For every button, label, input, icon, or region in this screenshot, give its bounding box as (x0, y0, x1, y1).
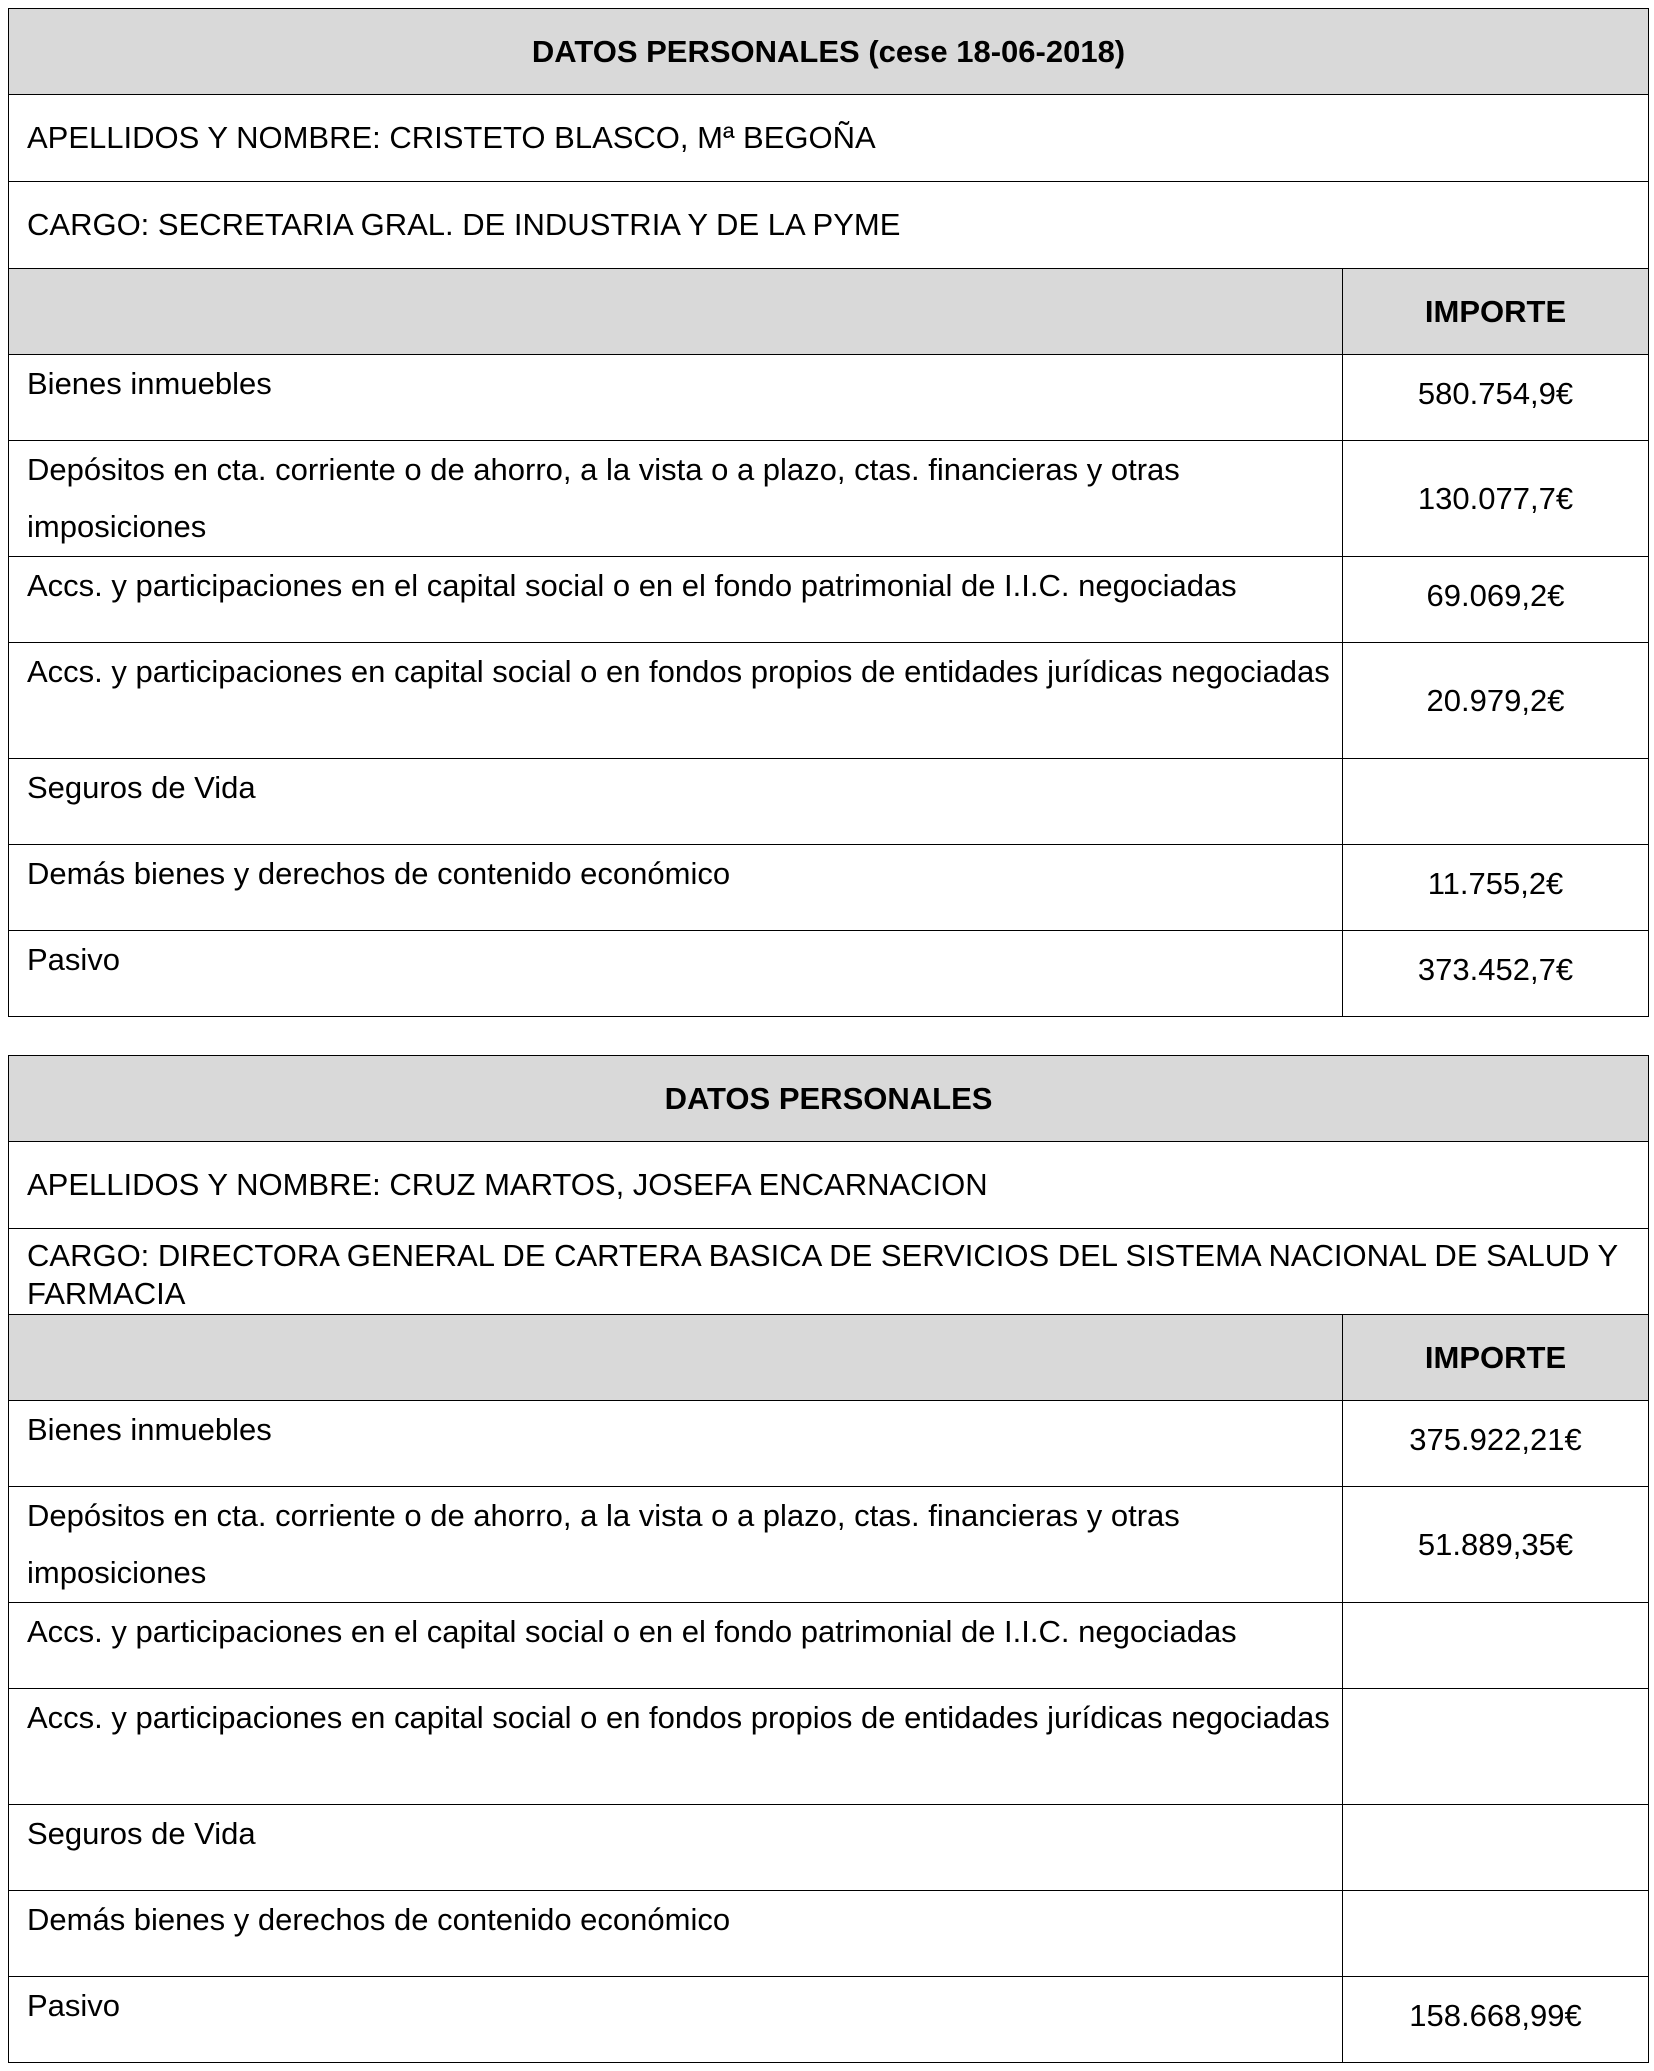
cargo-line: CARGO: SECRETARIA GRAL. DE INDUSTRIA Y DE LA PYME (9, 182, 1649, 269)
concept-entidades-juridicas: Accs. y participaciones en capital social o en fondos propios de entidades jurídicas negociadas (9, 643, 1343, 759)
cargo-line: CARGO: DIRECTORA GENERAL DE CARTERA BASICA DE SERVICIOS DEL SISTEMA NACIONAL DE SALUD Y FARMACIA (9, 1229, 1649, 1315)
concept-depositos: Depósitos en cta. corriente o de ahorro, a la vista o a plazo, ctas. financieras y otras imposiciones (9, 1487, 1343, 1603)
amount-depositos: 130.077,7€ (1343, 441, 1649, 557)
declaration-table-1 (8, 8, 1649, 1017)
section-title: DATOS PERSONALES (9, 1056, 1649, 1142)
amount-demas-bienes: 11.755,2€ (1343, 845, 1649, 931)
name-line: APELLIDOS Y NOMBRE: CRISTETO BLASCO, Mª BEGOÑA (9, 95, 1649, 182)
concept-bienes-inmuebles: Bienes inmuebles (9, 355, 1343, 441)
concept-iic: Accs. y participaciones en el capital social o en el fondo patrimonial de I.I.C. negociadas (9, 557, 1343, 643)
header-concept-cell (9, 1315, 1343, 1401)
amount-entidades-juridicas (1343, 1689, 1649, 1805)
amount-pasivo: 373.452,7€ (1343, 931, 1649, 1017)
concept-demas-bienes: Demás bienes y derechos de contenido económico (9, 845, 1343, 931)
concept-bienes-inmuebles: Bienes inmuebles (9, 1401, 1343, 1487)
concept-iic: Accs. y participaciones en el capital social o en el fondo patrimonial de I.I.C. negociadas (9, 1603, 1343, 1689)
amount-bienes-inmuebles: 375.922,21€ (1343, 1401, 1649, 1487)
amount-depositos: 51.889,35€ (1343, 1487, 1649, 1603)
amount-bienes-inmuebles: 580.754,9€ (1343, 355, 1649, 441)
concept-seguros-vida: Seguros de Vida (9, 759, 1343, 845)
declaration-table-2 (8, 1055, 1649, 2063)
amount-iic (1343, 1603, 1649, 1689)
header-concept-cell (9, 269, 1343, 355)
importe-header: IMPORTE (1343, 1315, 1649, 1401)
importe-header: IMPORTE (1343, 269, 1649, 355)
concept-pasivo: Pasivo (9, 931, 1343, 1017)
concept-demas-bienes: Demás bienes y derechos de contenido económico (9, 1891, 1343, 1977)
amount-iic: 69.069,2€ (1343, 557, 1649, 643)
amount-demas-bienes (1343, 1891, 1649, 1977)
name-line: APELLIDOS Y NOMBRE: CRUZ MARTOS, JOSEFA ENCARNACION (9, 1142, 1649, 1229)
concept-depositos: Depósitos en cta. corriente o de ahorro, a la vista o a plazo, ctas. financieras y otras imposiciones (9, 441, 1343, 557)
amount-pasivo: 158.668,99€ (1343, 1977, 1649, 2063)
amount-entidades-juridicas: 20.979,2€ (1343, 643, 1649, 759)
concept-pasivo: Pasivo (9, 1977, 1343, 2063)
amount-seguros-vida (1343, 759, 1649, 845)
section-title: DATOS PERSONALES (cese 18-06-2018) (9, 9, 1649, 95)
concept-entidades-juridicas: Accs. y participaciones en capital social o en fondos propios de entidades jurídicas negociadas (9, 1689, 1343, 1805)
amount-seguros-vida (1343, 1805, 1649, 1891)
concept-seguros-vida: Seguros de Vida (9, 1805, 1343, 1891)
